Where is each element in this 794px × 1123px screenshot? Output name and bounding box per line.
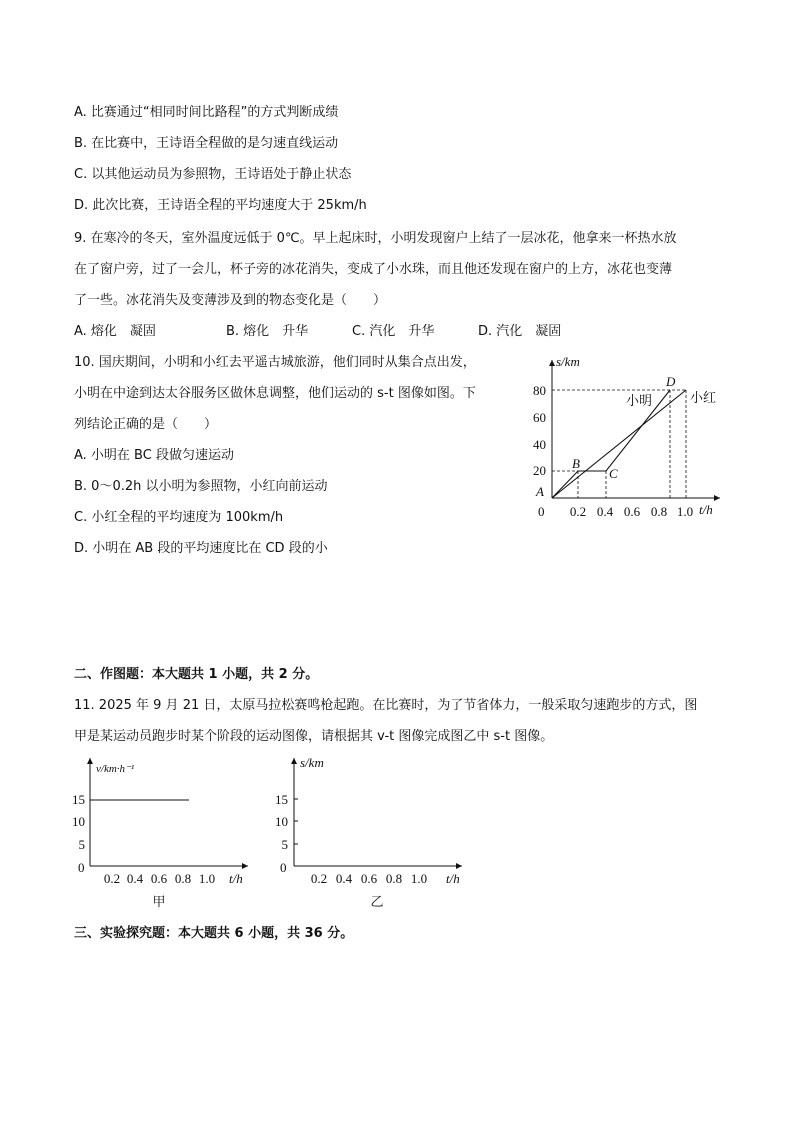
- origin-label: 0: [78, 860, 85, 875]
- y-tick-label: 20: [533, 463, 546, 478]
- x-tick-label: 0.2: [310, 871, 328, 886]
- x-tick-label: 0.6: [150, 871, 168, 886]
- xiaoming-line: [552, 390, 670, 498]
- y-axis-arrow: [87, 758, 93, 764]
- y-tick-label: 5: [78, 837, 85, 852]
- q9-stem-line-2: 在了窗户旁，过了一会儿，杯子旁的冰花消失，变成了小水珠，而且他还发现在窗户的上方，冰花也变薄: [74, 262, 673, 277]
- y-tick-label: 10: [275, 814, 288, 829]
- figure-caption-yi: 乙: [370, 895, 384, 910]
- q9-option-d: D. 汽化 凝固: [478, 324, 562, 339]
- point-c-label: C: [609, 466, 618, 481]
- y-axis-label: s/km: [556, 354, 580, 369]
- q11-st-graph: [270, 754, 470, 914]
- xiaohong-line: [552, 390, 686, 498]
- xiaoming-label: 小明: [626, 394, 653, 409]
- y-tick-label: 40: [533, 437, 546, 452]
- x-tick-label: 1.0: [198, 871, 216, 886]
- x-tick-label: 1.0: [410, 871, 428, 886]
- q9-option-b: B. 熔化 升华: [226, 324, 309, 339]
- x-axis-arrow: [456, 863, 462, 869]
- x-axis-label: t/h: [446, 871, 460, 886]
- x-tick-label: 0.2: [569, 504, 587, 519]
- y-axis-arrow: [549, 360, 555, 366]
- y-tick-label: 80: [533, 383, 546, 398]
- x-axis-label: t/h: [699, 502, 713, 517]
- q9-stem-line-3: 了一些。冰花消失及变薄涉及到的物态变化是（ ）: [74, 293, 387, 308]
- q10-stem-line-2: 小明在中途到达太谷服务区做休息调整，他们运动的 s-t 图像如图。下: [74, 386, 476, 401]
- section-3-heading: 三、实验探究题：本大题共 6 小题，共 36 分。: [74, 926, 354, 941]
- y-axis-label: s/km: [300, 755, 324, 770]
- q9-stem-line-1: 9. 在寒冷的冬天，室外温度远低于 0℃。早上起床时，小明发现窗户上结了一层冰花，他拿来一杯热水放: [74, 231, 677, 246]
- q8-option-d: D. 此次比赛，王诗语全程的平均速度大于 25km/h: [74, 198, 367, 213]
- y-tick-label: 15: [72, 792, 85, 807]
- y-tick-label: 60: [533, 410, 546, 425]
- x-axis-arrow: [714, 495, 720, 501]
- q10-stem-line-1: 10. 国庆期间，小明和小红去平遥古城旅游，他们同时从集合点出发，: [74, 355, 476, 370]
- origin-label: 0: [538, 504, 545, 519]
- q10-option-d: D. 小明在 AB 段的平均速度比在 CD 段的小: [74, 541, 328, 556]
- y-tick-label: 15: [275, 792, 288, 807]
- x-tick-label: 0.2: [103, 871, 121, 886]
- q9-option-c: C. 汽化 升华: [352, 324, 435, 339]
- q10-stem-line-3: 列结论正确的是（ ）: [74, 417, 218, 432]
- figure-caption-jia: 甲: [152, 895, 166, 910]
- section-2-heading: 二、作图题：本大题共 1 小题，共 2 分。: [74, 667, 319, 682]
- y-tick-label: 10: [72, 814, 85, 829]
- q10-st-graph: [520, 350, 730, 525]
- x-tick-label: 0.8: [174, 871, 192, 886]
- q8-option-b: B. 在比赛中，王诗语全程做的是匀速直线运动: [74, 136, 339, 151]
- x-tick-label: 0.8: [650, 504, 668, 519]
- q9-option-a: A. 熔化 凝固: [74, 324, 156, 339]
- x-axis-arrow: [242, 863, 248, 869]
- point-d-label: D: [666, 374, 676, 389]
- q11-stem-line-1: 11. 2025 年 9 月 21 日，太原马拉松赛鸣枪起跑。在比赛时，为了节省体力，一般采取匀速跑步的方式，图: [74, 698, 698, 713]
- q8-option-c: C. 以其他运动员为参照物，王诗语处于静止状态: [74, 167, 352, 182]
- x-tick-label: 0.4: [126, 871, 144, 886]
- q8-option-a: A. 比赛通过“相同时间比路程”的方式判断成绩: [74, 105, 339, 120]
- x-tick-label: 1.0: [676, 504, 694, 519]
- q10-option-c: C. 小红全程的平均速度为 100km/h: [74, 510, 284, 525]
- x-tick-label: 0.8: [385, 871, 403, 886]
- y-tick-label: 5: [281, 837, 288, 852]
- x-axis-label: t/h: [229, 871, 243, 886]
- x-tick-label: 0.4: [335, 871, 353, 886]
- y-axis-label: v/km·h⁻¹: [96, 763, 135, 775]
- q11-stem-line-2: 甲是某运动员跑步时某个阶段的运动图像，请根据其 v-t 图像完成图乙中 s-t 图像。: [74, 729, 554, 744]
- x-tick-label: 0.4: [596, 504, 614, 519]
- y-axis-arrow: [291, 758, 297, 764]
- q10-option-a: A. 小明在 BC 段做匀速运动: [74, 448, 234, 463]
- origin-label: 0: [280, 860, 287, 875]
- x-tick-label: 0.6: [360, 871, 378, 886]
- q10-option-b: B. 0～0.2h 以小明为参照物，小红向前运动: [74, 479, 328, 494]
- q11-vt-graph: [70, 754, 260, 914]
- xiaohong-label: 小红: [690, 391, 717, 406]
- point-b-label: B: [572, 456, 580, 471]
- x-tick-label: 0.6: [623, 504, 641, 519]
- point-a-label: A: [536, 484, 544, 499]
